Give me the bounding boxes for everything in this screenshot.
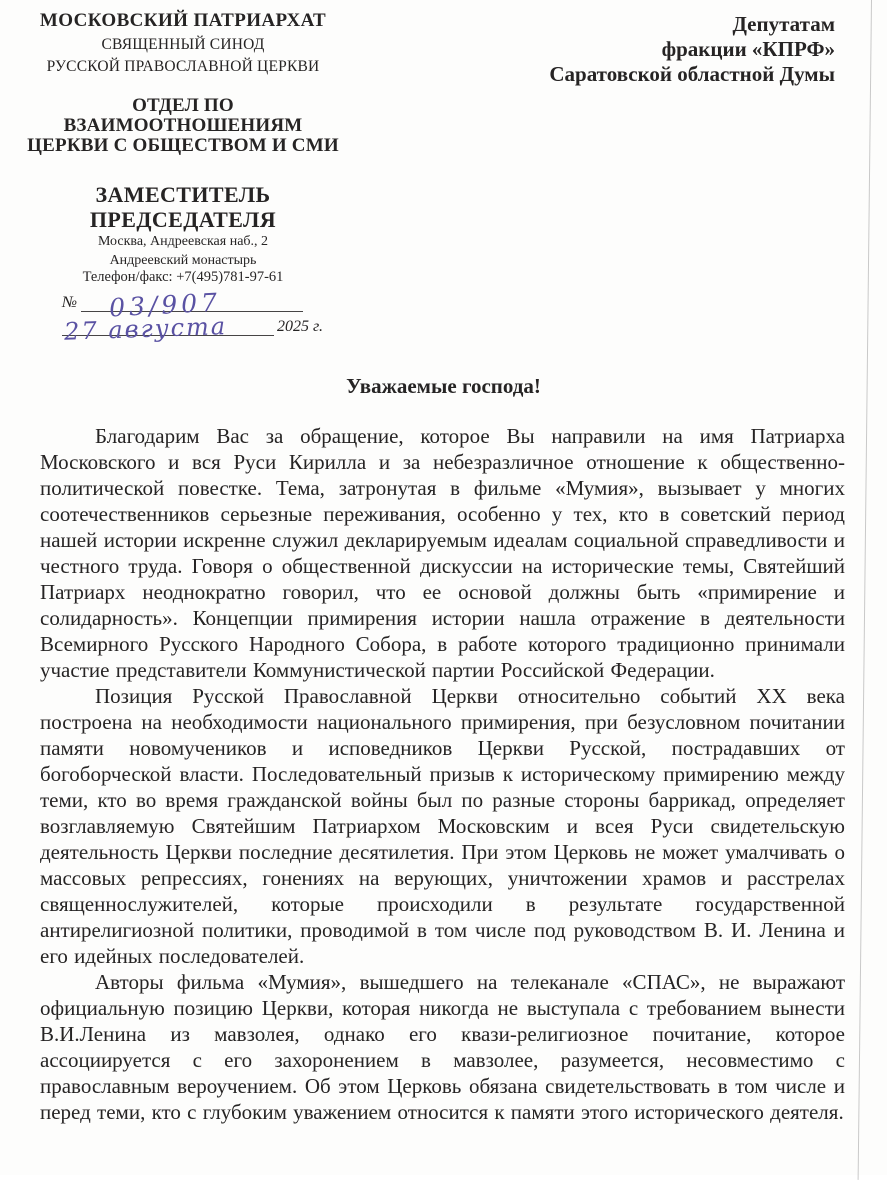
position-title-line-1: ЗАМЕСТИТЕЛЬ (95, 182, 271, 207)
department-name (14, 96, 352, 156)
number-sign: № (62, 293, 78, 311)
position-title-line-2: ПРЕДСЕДАТЕЛЯ (89, 207, 277, 232)
handwritten-number: 03/907 (108, 287, 222, 322)
body-paragraph: Авторы фильма «Мумия», вышедшего на телеканале «СПАС», не выражают официальную позицию Церкви, которая никогда не выступала с требованием вынести В.И.Ленина из мавзолея, однако его квази-религиозное почитание, которое ассоциируется с его захоронением в мавзолее, разумеется, несовместимо с православным вероучением. Об этом Церковь обязана свидетельствовать в том числе и перед теми, кто с глубоким уважением относится к памяти этого исторического деятеля. (40, 969, 845, 1124)
salutation: Уважаемые господа! (346, 373, 541, 398)
synod-line-1: СВЯЩЕННЫЙ СИНОД (101, 36, 265, 53)
date-row (62, 311, 352, 346)
addressee-line-2: фракции «КПРФ» (661, 37, 835, 61)
department-line-2: ЦЕРКВИ С ОБЩЕСТВОМ И СМИ (27, 135, 339, 156)
address-line-2: Андреевский монастырь (109, 252, 257, 268)
reference-block (62, 287, 352, 346)
addressee-line-3: Саратовской областной Думы (549, 62, 835, 86)
synod-line-2: РУССКОЙ ПРАВОСЛАВНОЙ ЦЕРКВИ (46, 57, 320, 75)
reference-number-row (62, 287, 352, 322)
department-line-1: ОТДЕЛ ПО ВЗАИМООТНОШЕНИЯМ (63, 95, 303, 136)
body-paragraph: Благодарим Вас за обращение, которое Вы направили на имя Патриарха Московского и вся Руси Кирилла и за небезразличное отношение к общественно-политической повестке. Тема, затронутая в фильме «Мумия», вызывает у многих соотечественников серьезные переживания, особенно у тех, кто в советский период нашей истории искренне служил декларируемым идеалам социальной справедливости и честного труда. Говоря о общественной дискуссии на исторические темы, Святейший Патриарх неоднократно говорил, что ее основой должны быть «примирение и солидарность». Концепции примирения истории нашла отражение в деятельности Всемирного Русского Народного Собора, в работе которого традиционно принимали участие представители Коммунистической партии Российской Федерации. (40, 423, 845, 682)
body-paragraph: Позиция Русской Православной Церкви относительно событий XX века построена на необходимости национального примирения, при безусловном почитании памяти новомучеников и исповедников Церкви Русской, пострадавших от богоборческой власти. Последовательный призыв к историческому примирению между теми, кто во время гражданской войны был по разные стороны баррикад, определяет возглавляемую Святейшим Патриархом Московским и всея Руси свидетельскую деятельность Церкви последние десятилетия. При этом Церковь не может умалчивать о массовых репрессиях, гонениях на верующих, уничтожении храмов и расстрелах священнослужителей, которые происходили в результате государственной антирелигиозной политики, проводимой в том числе под руководством В. И. Ленина и его идейных последователей. (40, 683, 845, 968)
addressee-block (549, 8, 851, 335)
letter-body (0, 399, 887, 1125)
letterhead (14, 8, 352, 346)
letter-header (0, 0, 887, 346)
address-line-1: Москва, Андреевская наб., 2 (97, 234, 269, 249)
org-name: МОСКОВСКИЙ ПАТРИАРХАТ (39, 10, 327, 31)
position-title (14, 182, 352, 232)
handwritten-date: 27 августа (63, 311, 228, 346)
date-underline (62, 311, 274, 346)
addressee-line-1: Депутатам (732, 12, 835, 36)
number-underline (81, 287, 303, 322)
phone-line: Телефон/факс: +7(495)781-97-61 (82, 269, 284, 285)
printed-year: 2025 г. (277, 317, 324, 335)
